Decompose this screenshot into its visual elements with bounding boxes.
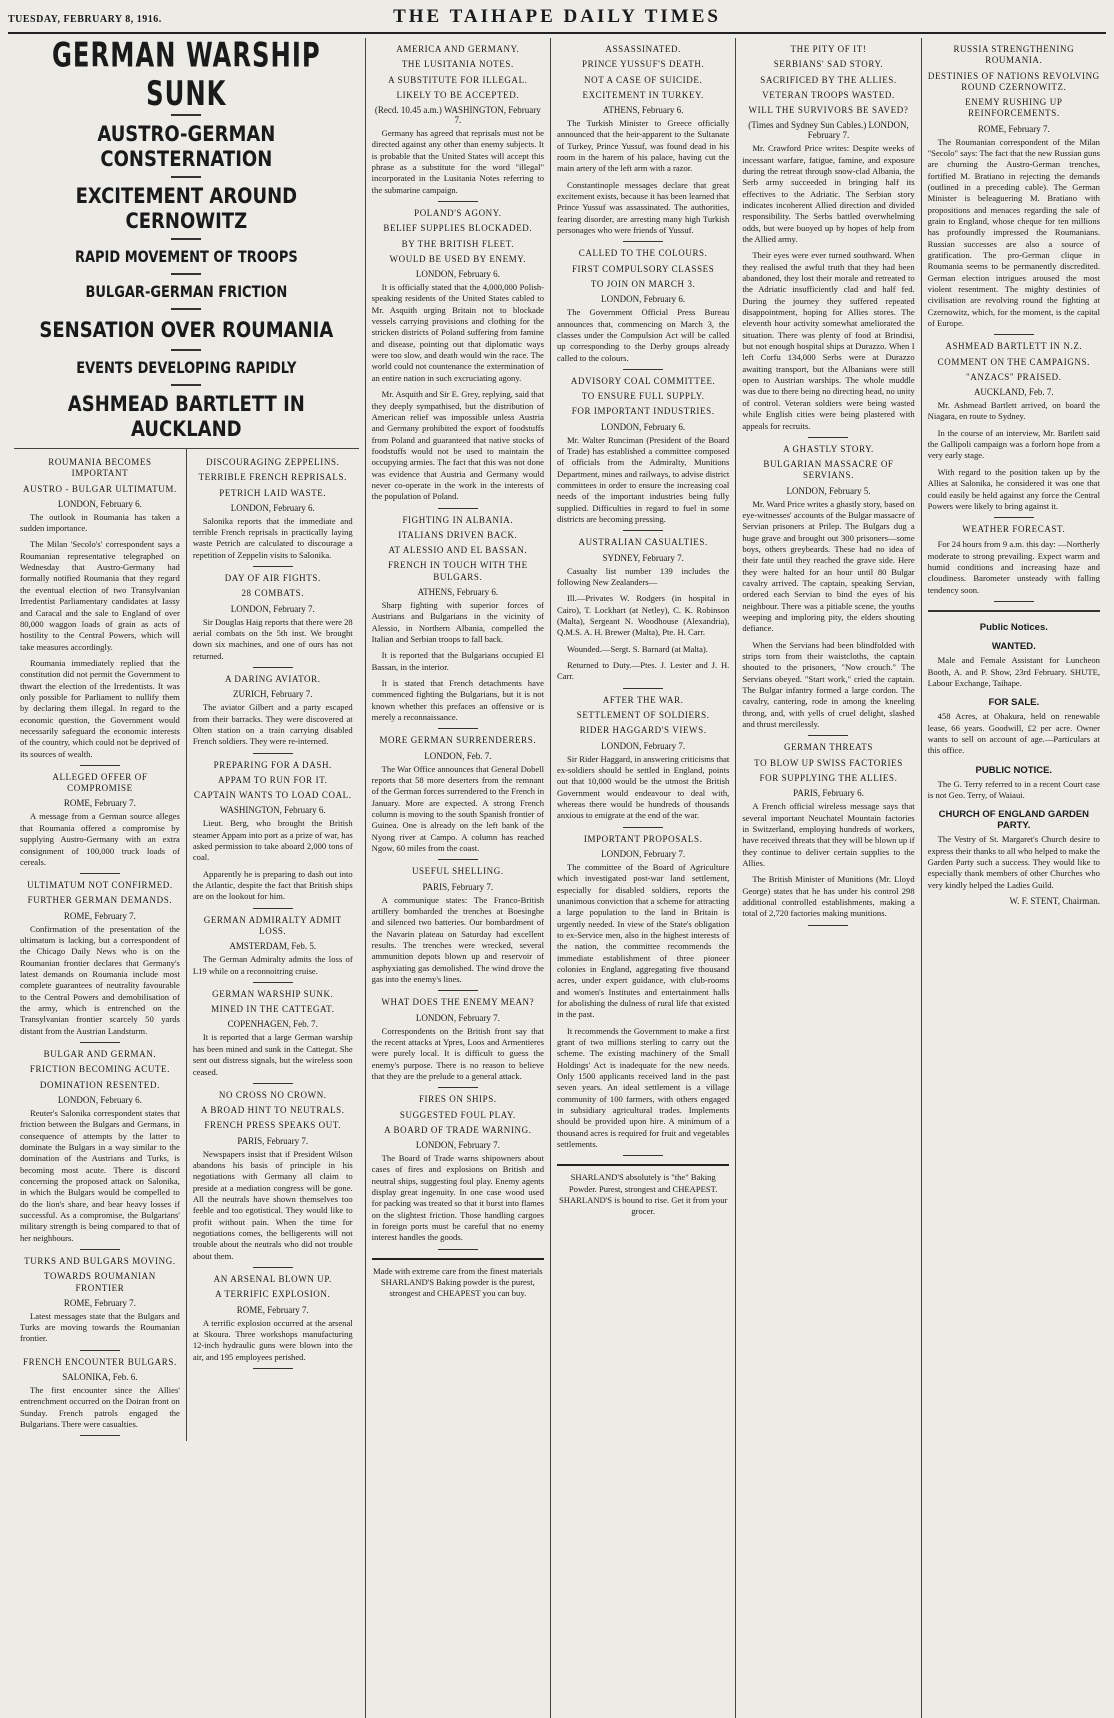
- article-paragraph: Returned to Duty.—Ptes. J. Lester and J. H. Carr.: [557, 660, 730, 682]
- article-headline: RIDER HAGGARD'S VIEWS.: [579, 725, 707, 736]
- article-headline: COMMENT ON THE CAMPAIGNS.: [937, 356, 1090, 367]
- article-divider: [80, 1249, 120, 1250]
- article-divider: [623, 827, 663, 828]
- article-headline: GERMAN THREATS: [783, 742, 873, 753]
- article-dateline: LONDON, February 6.: [415, 269, 500, 280]
- article: [20, 880, 180, 1043]
- article-headline: TO ENSURE FULL SUPPLY.: [581, 391, 705, 402]
- article-dateline: LONDON, February 6.: [601, 294, 686, 305]
- article: [193, 457, 353, 567]
- article: [928, 44, 1100, 335]
- banner-line: ASHMEAD BARTLETT IN AUCKLAND: [67, 391, 305, 443]
- article-headline: FRENCH ENCOUNTER BULGARS.: [23, 1356, 177, 1367]
- article: [557, 376, 729, 532]
- article-divider: [808, 735, 848, 736]
- article-headline: BY THE BRITISH FLEET.: [401, 238, 515, 249]
- article-paragraph: Reuter's Salonika correspondent states that friction between the Bulgars and Germans, in consequence of attempts by the latter to dominate the Bulgars in a way similar to the domination of the Austrians and Turks, is becoming most acute. There is discord concerning the proposed attack on Salonika, in which the Bulgars would be compelled to do the lion's share, and bear heavy losses if successful. As a compromise, the Bulgarians' military strength is being compared to that of her neighbours.: [20, 1107, 180, 1243]
- article: [193, 915, 353, 983]
- article-headline: A TERRIFIC EXPLOSION.: [215, 1289, 331, 1300]
- article-headline: BELIEF SUPPLIES BLOCKADED.: [383, 223, 533, 234]
- article-paragraph: The Turkish Minister to Greece officially announced that the heir-apparent to the Sultanate of Turkey, Prince Yussuf, was found dead in his room in the harem of his palace, having cut the main artery of the left arm with a razor.: [557, 118, 730, 174]
- article-paragraph: The British Minister of Munitions (Mr. Lloyd George) states that he has under his control 298 additional controlled establishments, making a total of 2,720 factories making munitions.: [742, 874, 915, 919]
- article-headline: DISCOURAGING ZEPPELINS.: [206, 457, 340, 467]
- notice-text: The Vestry of St. Margaret's Church desire to express their thanks to all who helped to make the Garden Party such a success. They would like to especially thank members of other Churches who very kindly helped the Ladies Guild.: [927, 834, 1100, 890]
- notices-section-title: Public Notices.: [979, 622, 1048, 634]
- article: [557, 44, 729, 242]
- article-headline: NO CROSS NO CROWN.: [218, 1089, 327, 1100]
- article-paragraph: The German Admiralty admits the loss of L19 while on a reconnoitring cruise.: [192, 954, 353, 976]
- article-dateline: ROME, February 7.: [63, 798, 136, 809]
- article-divider: [623, 369, 663, 370]
- article-divider: [994, 334, 1034, 335]
- article-headline: TOWARDS ROUMANIAN FRONTIER: [44, 1271, 156, 1293]
- article-divider: [623, 530, 663, 531]
- article-headline: ROUMANIA BECOMES IMPORTANT: [48, 457, 152, 479]
- article: [20, 1357, 180, 1437]
- masthead: [8, 6, 1106, 34]
- banner-line: BULGAR-GERMAN FRICTION: [85, 283, 288, 302]
- article: [928, 524, 1100, 602]
- article-paragraph: Constantinople messages declare that great excitement exists, because it has been learned that Prince Yussuf was assassinated. The authorities, fearing disorder, are arresting many high Turkish personages who were friends of Yussuf.: [557, 179, 730, 236]
- article-divider: [623, 688, 663, 689]
- article-paragraph: For 24 hours from 9 a.m. this day: —Northerly moderate to strong prevailing. Expect warm and humid conditions and increasing haze and cloudiness. Barometer unsteady with falling tendency soon.: [927, 539, 1100, 595]
- article-divider: [80, 873, 120, 874]
- article-headline: THE PITY OF IT!: [790, 44, 867, 54]
- column-6: [922, 38, 1106, 1718]
- article-headline: AFTER THE WAR.: [602, 694, 684, 705]
- article-headline: FRENCH IN TOUCH WITH THE BULGARS.: [387, 560, 528, 582]
- article-paragraph: It is reported that the Bulgarians occupied El Bassan, in the interior.: [371, 650, 544, 672]
- article-headline: GERMAN WARSHIP SUNK.: [212, 988, 334, 999]
- article-paragraph: The Government Official Press Bureau announces that, commencing on March 3, the classes under the Compulsion Act will be called up corresponding to the Derby groups already called to the colours.: [557, 307, 730, 363]
- article: [372, 208, 544, 509]
- article-dateline: PARIS, February 6.: [793, 788, 864, 799]
- article-paragraph: It is reported that a large German warship has been mined and sunk in the Cattegat. She sent out distress signals, but the wireless soon ceased.: [192, 1032, 353, 1077]
- article: [557, 695, 729, 828]
- article-headline: "ANZACS" PRAISED.: [966, 371, 1062, 382]
- article: [742, 44, 914, 438]
- article-divider: [80, 765, 120, 766]
- lead-banner: [14, 38, 359, 443]
- article-divider: [253, 566, 293, 567]
- notice-text: Male and Female Assistant for Luncheon Booth, A. and P. Show, 23rd February. SHUTE, Labour Exchange, Taihape.: [927, 655, 1100, 688]
- article-headline: ENEMY RUSHING UP REINFORCEMENTS.: [965, 97, 1063, 119]
- article-dateline: (Times and Sydney Sun Cables.) LONDON, February 7.: [748, 120, 909, 141]
- column-4: [551, 38, 736, 1718]
- article-headline: A BOARD OF TRADE WARNING.: [384, 1124, 532, 1135]
- article-headline: PREPARING FOR A DASH.: [213, 759, 332, 770]
- article-paragraph: Apparently he is preparing to dash out into the Atlantic, despite the fact that British ships are on the lookout for him.: [192, 868, 353, 902]
- article-dateline: PARIS, February 7.: [422, 881, 494, 892]
- article-dateline: ROME, February 7.: [63, 910, 136, 921]
- article-headline: RUSSIA STRENGTHENING ROUMANIA.: [953, 44, 1075, 66]
- article-dateline: SYDNEY, February 7.: [602, 552, 684, 563]
- article-dateline: LONDON, February 6.: [57, 1094, 142, 1105]
- article-headline: TO JOIN ON MARCH 3.: [590, 278, 696, 289]
- article-divider: [623, 241, 663, 242]
- article-dateline: LONDON, February 7.: [601, 848, 686, 859]
- article-dateline: ATHENS, February 6.: [417, 586, 499, 597]
- article-dateline: WASHINGTON, February 6.: [219, 805, 326, 816]
- article-headline: APPAM TO RUN FOR IT.: [218, 774, 328, 785]
- article-divider: [438, 990, 478, 991]
- article-headline: TERRIBLE FRENCH REPRISALS.: [198, 472, 347, 483]
- article-headline: ASHMEAD BARTLETT IN N.Z.: [945, 341, 1083, 352]
- banner-line: RAPID MOVEMENT OF TROOPS: [74, 248, 298, 267]
- article-paragraph: A French official wireless message says that several important Neuchatel Mountain factories in Switzerland, employing hundreds of workers, have received threats that they will be blown up if they continue to deliver certain supplies to the Allies.: [742, 801, 915, 868]
- article-divider: [808, 925, 848, 926]
- article-paragraph: Latest messages state that the Bulgars and Turks are moving towards the Roumanian frontier.: [20, 1310, 180, 1344]
- article-headline: AT ALESSIO AND EL BASSAN.: [388, 545, 528, 556]
- article: [20, 772, 180, 874]
- article-headline: SETTLEMENT OF SOLDIERS.: [576, 710, 710, 720]
- article-headline: FRICTION BECOMING ACUTE.: [29, 1064, 170, 1075]
- article-dateline: LONDON, February 7.: [415, 1012, 500, 1023]
- article-dateline: AUCKLAND, Feb. 7.: [973, 387, 1054, 398]
- article-paragraph: Sharp fighting with superior forces of Austrians and Bulgarians in the vicinity of Alessio, in Northern Albania, compelled the Italian and Serbian troops to fall back.: [371, 599, 544, 644]
- notice-text: The G. Terry referred to in a recent Court case is not Geo. Terry, of Waiaui.: [927, 778, 1100, 800]
- article-headline: ADVISORY COAL COMMITTEE.: [570, 375, 716, 386]
- article-headline: AN ARSENAL BLOWN UP.: [213, 1274, 332, 1285]
- article-divider: [438, 859, 478, 860]
- article-headline: ITALIANS DRIVEN BACK.: [398, 529, 518, 540]
- article-headline: DESTINIES OF NATIONS REVOLVING ROUND CZERNOWITZ.: [927, 70, 1100, 92]
- article: [928, 341, 1100, 518]
- article-divider: [438, 728, 478, 729]
- article-paragraph: Casualty list number 139 includes the following New Zealanders—: [557, 565, 730, 587]
- article-paragraph: Their eyes were ever turned southward. When they realised the awful truth that they had been abandoned, they lost their morale and retreated to the Adriatic insufficiently clad and half fed. During the journey they suffered repeated disappointment, hoping for Allies stores. The eleventh hour activity somewhat ameliorated the situation. There was plenty of food at Brindisi, but not enough hospital ships at Durazzo. When I left Corfu 134,000 Serbs were at Durazzo awaiting transport, but the Albanians were still open to Austrian warships. The whole muddle was due to there being no directing head, no unity of control. Veteran soldiers were being wasted while English cities were being plastered with appeals for recruits.: [742, 250, 915, 431]
- article-paragraph: Mr. Crawford Price writes: Despite weeks of incessant warfare, fatigue, famine, and exposure during the retreat through snow-clad Albania, the Serb army succeeded in bringing half its effectives to the Adriatic. The Serbian story indicates incoherent Allied direction and divided responsibility. The Serbs battled overwhelming odds, but were buoyed up by hopes of help from the Allied army.: [742, 143, 915, 244]
- article: [372, 1094, 544, 1250]
- article-headline: GERMAN ADMIRALTY ADMIT LOSS.: [203, 914, 342, 937]
- article-headline: FRENCH PRESS SPEAKS OUT.: [204, 1120, 342, 1131]
- article-paragraph: Mr. Walter Runciman (President of the Board of Trade) has established a committee composed of officials from the Admiralty, Munitions Department, mines and railways, to advise district committees in order to ensure the increasing coal needs of the important industries being fully supplied. Difficulties in regard to fuel in some districts are becoming pressing.: [557, 434, 730, 525]
- article-headline: FIRES ON SHIPS.: [418, 1094, 497, 1105]
- banner-line: SENSATION OVER ROUMANIA: [39, 317, 334, 344]
- article-divider: [80, 1435, 120, 1436]
- article: [557, 834, 729, 1157]
- column-1: [14, 449, 187, 1441]
- article-dateline: PARIS, February 7.: [237, 1135, 309, 1146]
- article: [372, 866, 544, 991]
- article-divider: [808, 437, 848, 438]
- article-paragraph: Wounded.—Sergt. S. Barnard (at Malta).: [567, 643, 708, 654]
- article-dateline: LONDON, February 6.: [230, 502, 315, 513]
- article-paragraph: Correspondents on the British front say that the recent attacks at Ypres, Loos and Armentieres were purely local. It is difficult to guess the enemy's purpose. There is no reason to believe that they are the prelude to a general attack.: [371, 1025, 544, 1081]
- newspaper-title: THE TAIHAPE DAILY TIMES: [393, 6, 721, 27]
- article-headline: A SUBSTITUTE FOR ILLEGAL.: [388, 74, 528, 85]
- column-2: [187, 449, 359, 1441]
- article-paragraph: The aviator Gilbert and a party escaped from their barracks. They were discovered at Olten station on a train carrying disabled French soldiers. They were re-interned.: [192, 702, 353, 747]
- advertisement: Made with extreme care from the finest materials SHARLAND'S Baking powder is the purest, strongest and CHEAPEST you can buy.: [372, 1258, 544, 1300]
- article-divider: [80, 1350, 120, 1351]
- article-headline: SACRIFICED BY THE ALLIES.: [760, 74, 897, 85]
- article: [557, 537, 729, 688]
- article: [193, 1274, 353, 1369]
- article-dateline: LONDON, February 6.: [57, 498, 142, 509]
- article-paragraph: Germany has agreed that reprisals must not be directed against any other than enemy subjects. It is probable that the United States will accept this phrase as a substitute for the word "illegal" incorporated in the Lusitania Notes referring to the submarine campaign.: [371, 128, 544, 195]
- article: [20, 1049, 180, 1250]
- notice-text: 458 Acres, at Ohakura, held on renewable lease, 66 years. Goodwill, £2 per acre. Owner wants to sell on account of age.—Particulars at this office.: [927, 711, 1100, 756]
- lead-sub-columns: [14, 448, 359, 1441]
- article-paragraph: Confirmation of the presentation of the ultimatum is lacking, but a correspondent of the Chicago Daily News who is on the Roumanian frontier declares that Germany's latest demands on Roumania include most complete guarantees of neutrality favourable to the Central Powers and demobilisation of the army, which is entrenched on the Transylvanian frontier scarcely 50 yards distant from the Austrian Landsturm.: [20, 923, 180, 1036]
- article-paragraph: Sir Douglas Haig reports that there were 28 aerial combats on the 5th inst. We brought down six machines, and one of ours has not returned.: [192, 616, 353, 661]
- article-paragraph: A communique states: The Franco-British artillery bombarded the trenches at Boesinghe and silenced two batteries. Our bombardment of the Navarin plateau on Saturday had excellent results. The trenches were wrecked, several ammunition depots blown up and reservoir of asphyxiating gas demolished. The wind drove the gas into the enemy's lines.: [371, 894, 544, 984]
- article-divider: [253, 908, 293, 909]
- article-headline: AUSTRO - BULGAR ULTIMATUM.: [23, 483, 177, 494]
- article-headline: PETRICH LAID WASTE.: [219, 487, 327, 498]
- article: [193, 1090, 353, 1268]
- column-5: [736, 38, 921, 1718]
- banner-line: EXCITEMENT AROUND CERNOWITZ: [75, 183, 298, 235]
- article-paragraph: The first encounter since the Allies' entrenchment occurred on the Doiran front on Sunday. French patrols engaged the Bulgarians. There were casualties.: [20, 1385, 180, 1430]
- notice-signature: W. F. STENT, Chairman.: [1009, 895, 1100, 906]
- article-headline: A BROAD HINT TO NEUTRALS.: [200, 1105, 345, 1116]
- article-headline: CALLED TO THE COLOURS.: [578, 248, 708, 259]
- article: [742, 742, 914, 925]
- article-divider: [623, 1155, 663, 1156]
- article-dateline: LONDON, February 7.: [230, 603, 315, 614]
- article-headline: NOT A CASE OF SUICIDE.: [584, 74, 703, 85]
- article-headline: BULGARIAN MASSACRE OF SERVIANS.: [763, 459, 894, 481]
- notice-title: WANTED.: [991, 641, 1036, 653]
- article-divider: [253, 667, 293, 668]
- article-paragraph: Salonika reports that the immediate and terrible French reprisals in practically laying waste Petrich are calculated to discourage a repetition of Zeppelin visits to Salonika.: [192, 515, 353, 560]
- article-headline: WEATHER FORECAST.: [962, 524, 1066, 535]
- article-paragraph: A terrific explosion occurred at the arsenal at Skoura. Three workshops manufacturing 12-inch hydraulic guns were blown into the air, and 195 employees perished.: [192, 1317, 353, 1362]
- issue-date: TUESDAY, FEBRUARY 8, 1916.: [8, 14, 162, 25]
- public-notices: [928, 610, 1100, 906]
- article-paragraph: Sir Rider Haggard, in answering criticisms that ex-soldiers should be settled in England, points out that 10,000 would be the utmost the British Government would endeavour to deal with, whereas there would be hundreds of thousands anxious to emigrate at the end of the war.: [557, 753, 730, 821]
- article-paragraph: The committee of the Board of Agriculture which investigated post-war land settlement, especially for disabled soldiers, reports the unanimous conviction that a scheme for attracting a large population to the land in Britain is urgently needed. In view of the State's obligation to ex-Service men, also in the highest interests of the nation, the committee recommends the immediate establishment of three pioneer colonies in England, aggregating five thousand acres, under expert guidance, with club-rooms and women's Institutes and entertainment halls for abolishing the dulness of rural life that existed in the past.: [557, 861, 730, 1020]
- article-dateline: ROME, February 7.: [236, 1304, 309, 1315]
- article-headline: LIKELY TO BE ACCEPTED.: [396, 89, 520, 100]
- article-headline: A GHASTLY STORY.: [783, 443, 874, 454]
- article-paragraph: A message from a German source alleges that Roumania offered a compromise by supplying Austro-Germany with an extra consignment of 100,000 truck loads of cereals.: [20, 811, 180, 867]
- banner-line: GERMAN WARSHIP SUNK: [51, 38, 321, 114]
- article-headline: WHAT DOES THE ENEMY MEAN?: [381, 997, 535, 1008]
- article-divider: [994, 517, 1034, 518]
- article-headline: SERBIANS' SAD STORY.: [773, 59, 884, 70]
- notice-title: CHURCH OF ENGLAND GARDEN PARTY.: [938, 809, 1090, 832]
- banner-line: AUSTRO-GERMAN CONSTERNATION: [97, 121, 276, 173]
- article-divider: [80, 1042, 120, 1043]
- article-paragraph: The War Office announces that General Dobell reports that 58 more deserters from the remnant of the German forces surrendered to the French in January. More are expected. A strong French column is moving to the south Spanish frontier of Guinea. One is already on the left bank of the Nyong river at Campo. A column has reached Ngow, 60 miles from the coast.: [371, 763, 544, 853]
- article-headline: TO BLOW UP SWISS FACTORIES: [754, 757, 903, 768]
- article-dateline: LONDON, February 6.: [601, 421, 686, 432]
- article-headline: ASSASSINATED.: [605, 44, 681, 54]
- article-paragraph: The Roumanian correspondent of the Milan "Secolo" says: The fact that the new Russian guns are churning the Austro-German trenches, fortified M. Bratiano in rejecting the demands (outlined in a preceding cable). The German Minister is beleaguering M. Bratiano with propositions and menaces regarding the sale of grain to England, whose cheque for ten millions has profoundly impressed the Roumanians. Russian successes are also a source of gratification. The pro-German clique in Roumania seems to be permanently discredited. German election intrigues aroused the most violent resentment. The mighty destinies of civilisation are revolving round the fighting at Czernowitz, which, for the moment, is the capital of Europe.: [927, 136, 1100, 328]
- article-headline: MINED IN THE CATTEGAT.: [211, 1004, 335, 1015]
- article: [372, 735, 544, 860]
- article-dateline: LONDON, February 7.: [415, 1140, 500, 1150]
- article-headline: FOR IMPORTANT INDUSTRIES.: [571, 406, 715, 417]
- article-headline: BULGAR AND GERMAN.: [43, 1049, 157, 1060]
- article-paragraph: The Milan 'Secolo's' correspondent says a Roumanian representative telegraphed on Wednesday that Austro-Germany had formally notified Roumania that they regard the eventual election of two Transylvanian Irredentist Parliamentary candidates at Iassy and Caracal and the sale to England of over 80,000 waggon loads of grain as acts of hostility to the Central Powers, which will take measures accordingly.: [20, 539, 180, 652]
- banner-line: EVENTS DEVELOPING RAPIDLY: [76, 359, 297, 378]
- article-headline: FIRST COMPULSORY CLASSES: [571, 263, 715, 274]
- article: [193, 674, 353, 754]
- article-paragraph: Newspapers insist that if President Wilson abandons his basis of principle in his negotiations with Germany all claim to preside at a mediation congress will be gone. All the neutrals have shown themselves too feeble and too egotistical. They would like to profit without pain. When the time for negotiations comes, the belligerents will not trouble about the neutrals who did not trouble about them.: [192, 1148, 353, 1261]
- article-paragraph: Ill.—Privates W. Rodgers (in hospital in Cairo), T. Lockhart (at Netley), C. K. Robinson (Malta), Sergeant N. Woodhouse (Alexandria), Q.M.S. A. H. Brewer (Malta), Pte. H. Carr.: [557, 593, 730, 638]
- article-paragraph: Mr. Ashmead Bartlett arrived, on board the Niagara, en route to Sydney.: [927, 400, 1100, 422]
- article-headline: PRINCE YUSSUF'S DEATH.: [582, 59, 705, 70]
- article-paragraph: It recommends the Government to make a first grant of two millions sterling to carry out the scheme. The existing machinery of the Small Holdings' Act is inadequate for the new needs. Only 1500 applicants received land in the past seven years. An ideal settlement is a village community of 100 farmers, with others engaged in subsidiary agricultural trades. Implements should be provided upon hire. A minimum of a thousand acres is required for fruit and vegetables settlements.: [557, 1025, 730, 1150]
- article-dateline: ZURICH, February 7.: [233, 689, 313, 700]
- article-dateline: AMSTERDAM, Feb. 5.: [229, 941, 317, 952]
- article: [193, 989, 353, 1084]
- article-dateline: ROME, February 7.: [977, 123, 1050, 134]
- article-headline: 28 COMBATS.: [241, 588, 305, 599]
- article: [20, 457, 180, 766]
- article-dateline: LONDON, February 5.: [786, 485, 871, 496]
- article-paragraph: The outlook in Roumania has taken a sudden importance.: [20, 511, 180, 534]
- article: [557, 248, 729, 369]
- article-divider: [253, 753, 293, 754]
- column-3: [366, 38, 551, 1718]
- article-paragraph: Lieut. Berg, who brought the British steamer Appam into port as a prize of war, has asked permission to take aboard 2,000 tons of coal.: [192, 818, 353, 863]
- article-dateline: ROME, February 7.: [63, 1297, 136, 1308]
- article-paragraph: In the course of an interview, Mr. Bartlett said the Gallipoli campaign was a forlorn hope from a very early stage.: [927, 427, 1100, 461]
- column-lead: [8, 38, 366, 1718]
- article-headline: DAY OF AIR FIGHTS.: [224, 573, 321, 584]
- article-dateline: LONDON, February 7.: [601, 740, 686, 751]
- article-headline: FURTHER GERMAN DEMANDS.: [27, 895, 173, 906]
- article-paragraph: It is stated that French detachments have commenced fighting the Bulgarians, but it is not known whether this prefaces an offensive or is merely a reconnaissance.: [371, 677, 544, 722]
- article: [372, 44, 544, 202]
- article-paragraph: Mr. Asquith and Sir E. Grey, replying, said that they deeply sympathised, but the distribution of American relief was impossible unless Austria and Germany prohibited the export of foodstuffs from Poland and guaranteed that native stocks of foodstuffs would not be used to maintain the occupying armies. The fact that this was not done was evidence that Austria and Germany would never co-operate in the work in the interests of the population of Poland.: [371, 389, 544, 502]
- article-headline: MORE GERMAN SURRENDERERS.: [379, 735, 537, 746]
- article-paragraph: With regard to the position taken up by the Allies at Salonika, he considered it was one that could easily be held against any force the Central Powers were likely to bring against it.: [927, 466, 1100, 511]
- article-divider: [438, 1087, 478, 1088]
- article-dateline: SALONIKA, Feb. 6.: [62, 1372, 138, 1383]
- article-divider: [438, 1249, 478, 1250]
- article-paragraph: When the Servians had been blindfolded with strips torn from their waistcloths, the captain shouted to the prisoners, "Now crouch." The Servians obeyed. "Start work," cried the captain. The Bulgar infantry formed a large cordon. The cavalry, cantering, rode in among the kneeling throng, and, with yells of cruel delight, slashed and thrust mercilessly.: [742, 639, 915, 730]
- article: [742, 444, 914, 737]
- article-divider: [253, 982, 293, 983]
- article-headline: IMPORTANT PROPOSALS.: [583, 833, 703, 844]
- article-headline: THE LUSITANIA NOTES.: [401, 59, 514, 70]
- article-headline: AUSTRALIAN CASUALTIES.: [578, 537, 708, 548]
- article-headline: WILL THE SURVIVORS BE SAVED?: [748, 105, 909, 115]
- article-dateline: LONDON, Feb. 7.: [424, 750, 492, 761]
- article-dateline: ATHENS, February 6.: [602, 105, 684, 115]
- article-divider: [253, 1083, 293, 1084]
- article-headline: DOMINATION RESENTED.: [39, 1079, 160, 1090]
- article: [372, 997, 544, 1088]
- article-paragraph: The Board of Trade warns shipowners about cases of fires and explosions on British and neutral ships, suggesting foul play. Enemy agents display great ingenuity. In one case wood used for packing was treated so that it burst into flames on the slightest friction. Those handling cargoes in foreign ports must be careful that no enemy interest handles the goods.: [371, 1153, 544, 1243]
- advertisement: SHARLAND'S absolutely is "the" Baking Powder. Purest, strongest and CHEAPEST. SHARLAND'S is bound to rise. Get it from your grocer.: [557, 1164, 729, 1217]
- article-divider: [253, 1267, 293, 1268]
- article-headline: FOR SUPPLYING THE ALLIES.: [759, 772, 898, 783]
- notice-title: PUBLIC NOTICE.: [975, 764, 1053, 776]
- article-headline: VETERAN TROOPS WASTED.: [762, 89, 895, 100]
- article-headline: POLAND'S AGONY.: [414, 208, 502, 219]
- page-columns: [8, 38, 1106, 1718]
- article-divider: [438, 201, 478, 202]
- article-paragraph: It is officially stated that the 4,000,000 Polish-speaking residents of the United States cabled to Mr. Asquith urging Britain not to blockade vessels carrying provisions and clothing for the stricken districts of Poland suffering from famine and disease, pointing out that diplomatic ways were too slow, and death would win the race. The world could not countenance the extermination of an entire nation in such excruciating agony.: [371, 282, 544, 383]
- article-headline: ULTIMATUM NOT CONFIRMED.: [27, 880, 173, 891]
- article-headline: FIGHTING IN ALBANIA.: [402, 514, 514, 525]
- notice-title: FOR SALE.: [988, 697, 1040, 709]
- article: [193, 760, 353, 909]
- article-divider: [438, 508, 478, 509]
- article: [372, 515, 544, 730]
- article-dateline: COPENHAGEN, Feb. 7.: [227, 1019, 318, 1030]
- article-headline: A DARING AVIATOR.: [224, 674, 321, 684]
- article: [20, 1256, 180, 1351]
- article-divider: [994, 601, 1034, 602]
- article-headline: CAPTAIN WANTS TO LOAD COAL.: [193, 790, 352, 801]
- article-headline: TURKS AND BULGARS MOVING.: [24, 1256, 176, 1266]
- article-headline: AMERICA AND GERMANY.: [396, 44, 520, 54]
- article-headline: ALLEGED OFFER OF COMPROMISE: [52, 771, 148, 794]
- article: [193, 573, 353, 668]
- article-headline: WOULD BE USED BY ENEMY.: [389, 253, 527, 264]
- article-headline: SUGGESTED FOUL PLAY.: [399, 1109, 516, 1120]
- article-paragraph: Roumania immediately replied that the constitution did not permit the Government to thwart the election of the Irredentists. It was only possible for Parliament to nullify them by declaring them illegal. In regard to the economic question, the Government would necessarily safeguard the economic interests of the country, which could not be deprived of its sources of wealth.: [20, 657, 180, 759]
- article-divider: [253, 1368, 293, 1369]
- article-dateline: (Recd. 10.45 a.m.) WASHINGTON, February 7.: [374, 105, 541, 125]
- article-headline: USEFUL SHELLING.: [411, 866, 504, 877]
- article-paragraph: Mr. Ward Price writes a ghastly story, based on eye-witnesses' accounts of the Bulgar massacre of Servian prisoners at Prilep. The Bulgars dug a huge grave and brought out 300 prisoners—some boys, others greybeards. These had no idea of their fate until they reached the grave side. Here they were halted for an hour until 80 Bulgar cavalry arrived. The captain, speaking Servian, ordered each Servian to bind the eyes of his neighbour. There was a pitiable scene, the youths weeping and imploring pity, the elders shouting defiance.: [742, 498, 915, 634]
- article-headline: EXCITEMENT IN TURKEY.: [582, 89, 704, 100]
